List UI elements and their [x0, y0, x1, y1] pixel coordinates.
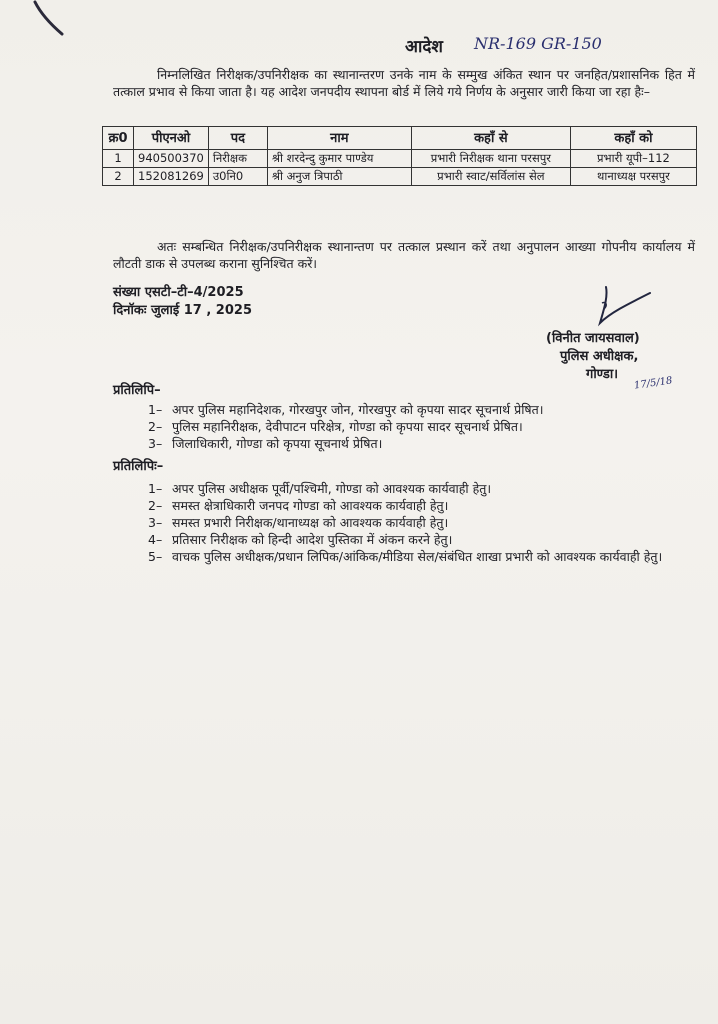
- signature-scribble: [588, 283, 658, 333]
- item-text: जिलाधिकारी, गोण्डा को कृपया सूचनार्थ प्रेषित।: [172, 436, 383, 451]
- signatory-block: [546, 330, 676, 384]
- list-item: [148, 514, 668, 531]
- col-header-to: कहाँ को: [570, 127, 696, 150]
- ink-corner-mark: [30, 0, 70, 40]
- list-item: [148, 497, 668, 514]
- col-header-serial: क्र0: [103, 127, 134, 150]
- cell-serial: 1: [103, 150, 134, 168]
- item-text: पुलिस महानिरीक्षक, देवीपाटन परिक्षेत्र, गोण्डा को कृपया सादर सूचनार्थ प्रेषित।: [172, 419, 523, 434]
- item-text: अपर पुलिस अधीक्षक पूर्वी/पश्चिमी, गोण्डा को आवश्यक कार्यवाही हेतु।: [172, 481, 492, 496]
- list-item: [148, 548, 668, 565]
- col-header-post: पद: [208, 127, 267, 150]
- signatory-district: गोण्डा।: [586, 367, 619, 382]
- signatory-name: (विनीत जायसवाल): [546, 331, 640, 346]
- list-item: [148, 435, 668, 452]
- reference-number: संख्या एसटी–टी–4/2025: [113, 285, 244, 300]
- cell-pno: 152081269: [134, 168, 209, 186]
- cell-name: श्री अनुज त्रिपाठी: [267, 168, 411, 186]
- transfer-table: [102, 126, 697, 186]
- intro-paragraph: निम्नलिखित निरीक्षक/उपनिरीक्षक का स्थानान्तरण उनके नाम के सम्मुख अंकित स्थान पर जनहित/प्रशासनिक हित में तत्काल प्रभाव से किया जाता है। यह आदेश जनपदीय स्थापना बोर्ड में लिये गये निर्णय के अनुसार जारी किया जा रहा हैः–: [113, 67, 695, 99]
- copy-heading-2: प्रतिलिपिः–: [113, 459, 164, 474]
- cell-name: श्री शरदेन्दु कुमार पाण्डेय: [267, 150, 411, 168]
- handwritten-reference: NR-169 GR-150: [474, 34, 602, 53]
- cell-to: थानाध्यक्ष परसपुर: [570, 168, 696, 186]
- copy-list-2: [148, 480, 668, 565]
- item-number: 4–: [148, 532, 163, 547]
- item-text: अपर पुलिस महानिदेशक, गोरखपुर जोन, गोरखपुर को कृपया सादर सूचनार्थ प्रेषित।: [172, 402, 544, 417]
- order-title: आदेश: [405, 37, 443, 57]
- item-text: प्रतिसार निरीक्षक को हिन्दी आदेश पुस्तिका में अंकन करने हेतु।: [172, 532, 453, 547]
- table-row: [103, 150, 697, 168]
- cell-to: प्रभारी यूपी–112: [570, 150, 696, 168]
- cell-pno: 940500370: [134, 150, 209, 168]
- item-text: समस्त क्षेत्राधिकारी जनपद गोण्डा को आवश्यक कार्यवाही हेतु।: [172, 498, 449, 513]
- list-item: [148, 480, 668, 497]
- cell-post: निरीक्षक: [208, 150, 267, 168]
- list-item: [148, 531, 668, 548]
- copy-list-1: [148, 401, 668, 452]
- cell-from: प्रभारी निरीक्षक थाना परसपुर: [411, 150, 570, 168]
- item-number: 2–: [148, 419, 163, 434]
- item-number: 3–: [148, 515, 163, 530]
- item-number: 5–: [148, 549, 163, 564]
- item-number: 2–: [148, 498, 163, 513]
- item-text: समस्त प्रभारी निरीक्षक/थानाध्यक्ष को आवश्यक कार्यवाही हेतु।: [172, 515, 449, 530]
- cell-serial: 2: [103, 168, 134, 186]
- cell-from: प्रभारी स्वाट/सर्विलांस सेल: [411, 168, 570, 186]
- list-item: [148, 401, 668, 418]
- item-text: वाचक पुलिस अधीक्षक/प्रधान लिपिक/आंकिक/मीडिया सेल/संबंधित शाखा प्रभारी को आवश्यक कार्यवाही हेतु।: [172, 549, 663, 564]
- item-number: 1–: [148, 481, 163, 496]
- item-number: 3–: [148, 436, 163, 451]
- instruction-paragraph: अतः सम्बन्धित निरीक्षक/उपनिरीक्षक स्थानान्तण पर तत्काल प्रस्थान करें तथा अनुपालन आख्या गोपनीय कार्यालय में लौटती डाक से उपलब्ध कराना सुनिश्चित करें।: [113, 239, 695, 271]
- col-header-pno: पीएनओ: [134, 127, 209, 150]
- cell-post: उ0नि0: [208, 168, 267, 186]
- handwritten-date: 17/5/18: [633, 375, 674, 392]
- col-header-name: नाम: [267, 127, 411, 150]
- copy-heading-1: प्रतिलिपि–: [113, 383, 161, 398]
- list-item: [148, 418, 668, 435]
- col-header-from: कहाँ से: [411, 127, 570, 150]
- item-number: 1–: [148, 402, 163, 417]
- table-row: [103, 168, 697, 186]
- table-header-row: [103, 127, 697, 150]
- signatory-designation: पुलिस अधीक्षक,: [560, 349, 639, 364]
- reference-date: दिनॉकः जुलाई 17 , 2025: [113, 303, 252, 318]
